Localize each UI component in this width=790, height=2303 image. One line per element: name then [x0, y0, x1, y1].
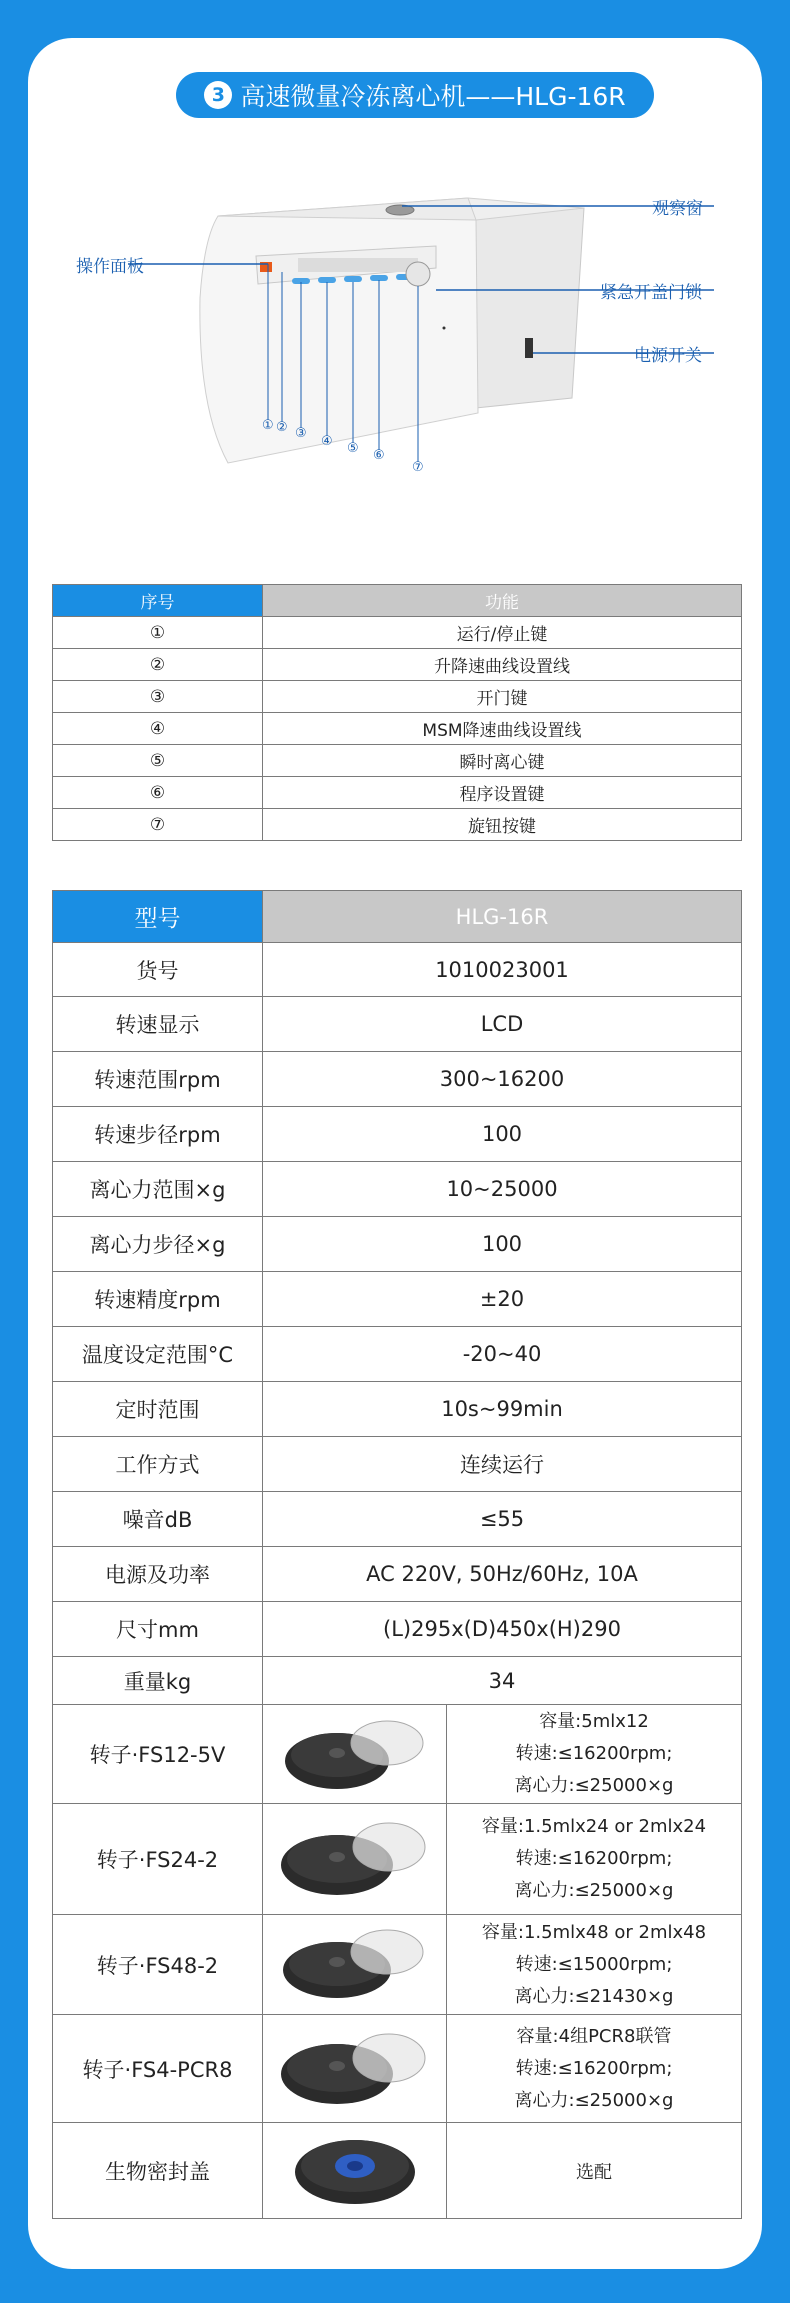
section-title-text: 高速微量冷冻离心机——HLG-16R — [240, 82, 626, 111]
row-index: ③ — [53, 681, 263, 713]
row-function: 升降速曲线设置线 — [263, 649, 742, 681]
rotor-speed: 转速:≤16200rpm; — [515, 2057, 673, 2079]
spec-value: (L)295x(D)450x(H)290 — [263, 1602, 742, 1657]
callout-emergency-lock: 紧急开盖门锁 — [600, 283, 702, 303]
spec-header-label: 型号 — [53, 891, 263, 943]
spec-row — [53, 1107, 742, 1162]
spec-row — [53, 1602, 742, 1657]
header-function: 功能 — [263, 585, 742, 617]
spec-label: 离心力步径×g — [53, 1217, 263, 1272]
spec-label: 温度设定范围°C — [53, 1327, 263, 1382]
rotor-force: 离心力:≤25000×g — [514, 1880, 674, 1901]
panel-number-1: ① — [262, 418, 274, 433]
rotor-label: 转子·FS4-PCR8 — [53, 2015, 263, 2123]
rotor-row — [53, 2015, 742, 2123]
spec-row — [53, 943, 742, 997]
panel-number-6: ⑥ — [373, 448, 385, 463]
spec-header-value: HLG-16R — [263, 891, 742, 943]
spec-label: 重量kg — [53, 1657, 263, 1705]
spec-row — [53, 1217, 742, 1272]
panel-number-3: ③ — [295, 426, 307, 441]
seal-value: 选配 — [447, 2123, 742, 2219]
spec-value: AC 220V, 50Hz/60Hz, 10A — [263, 1547, 742, 1602]
spec-value: -20~40 — [263, 1327, 742, 1382]
rotor-capacity: 容量:5mlx12 — [539, 1711, 649, 1732]
content-card — [28, 38, 762, 2269]
rotor-fs12-icon — [275, 1709, 435, 1795]
spec-label: 转速精度rpm — [53, 1272, 263, 1327]
spec-value: ≤55 — [263, 1492, 742, 1547]
row-index: ④ — [53, 713, 263, 745]
row-index: ⑤ — [53, 745, 263, 777]
spec-row — [53, 1547, 742, 1602]
rotor-force: 离心力:≤21430×g — [514, 1985, 674, 2007]
spec-label: 定时范围 — [53, 1382, 263, 1437]
bio-seal-lid-icon — [285, 2126, 425, 2210]
rotor-image — [263, 2015, 447, 2123]
spec-value: 1010023001 — [263, 943, 742, 997]
centrifuge-figure — [28, 148, 762, 618]
rotor-capacity: 容量:4组PCR8联管 — [516, 2025, 672, 2047]
row-index: ⑦ — [53, 809, 263, 841]
spec-value: 10~25000 — [263, 1162, 742, 1217]
spec-label: 电源及功率 — [53, 1547, 263, 1602]
spec-value: 连续运行 — [263, 1437, 742, 1492]
section-number-badge: 3 — [204, 81, 232, 109]
callout-control-panel: 操作面板 — [76, 257, 144, 277]
spec-value: 100 — [263, 1217, 742, 1272]
spec-row — [53, 1052, 742, 1107]
rotor-spec — [447, 1915, 742, 2015]
spec-label: 货号 — [53, 943, 263, 997]
spec-value: ±20 — [263, 1272, 742, 1327]
spec-row — [53, 997, 742, 1052]
spec-row — [53, 1382, 742, 1437]
rotor-speed: 转速:≤16200rpm; — [515, 1848, 673, 1869]
seal-label: 生物密封盖 — [53, 2123, 263, 2219]
panel-number-2: ② — [276, 420, 288, 435]
spec-value: 100 — [263, 1107, 742, 1162]
panel-number-7: ⑦ — [412, 460, 424, 475]
rotor-spec — [447, 1705, 742, 1804]
row-function: 瞬时离心键 — [263, 745, 742, 777]
spec-value: 10s~99min — [263, 1382, 742, 1437]
function-table — [52, 584, 742, 841]
header-index: 序号 — [53, 585, 263, 617]
spec-value: 34 — [263, 1657, 742, 1705]
rotor-label: 转子·FS48-2 — [53, 1915, 263, 2015]
section-title — [176, 72, 654, 118]
rotor-fs4-pcr8-icon — [275, 2020, 435, 2112]
table-row — [53, 809, 742, 841]
spec-label: 噪音dB — [53, 1492, 263, 1547]
spec-value: LCD — [263, 997, 742, 1052]
table-row — [53, 777, 742, 809]
rotor-image — [263, 1915, 447, 2015]
panel-number-5: ⑤ — [347, 441, 359, 456]
spec-header-row — [53, 891, 742, 943]
table-row — [53, 617, 742, 649]
rotor-capacity: 容量:1.5mlx24 or 2mlx24 — [481, 1816, 707, 1837]
seal-image — [263, 2123, 447, 2219]
spec-label: 离心力范围×g — [53, 1162, 263, 1217]
spec-row — [53, 1492, 742, 1547]
table-header-row — [53, 585, 742, 617]
spec-row — [53, 1437, 742, 1492]
row-function: MSM降速曲线设置线 — [263, 713, 742, 745]
rotor-force: 离心力:≤25000×g — [514, 2089, 674, 2111]
panel-number-4: ④ — [321, 434, 333, 449]
table-row — [53, 745, 742, 777]
row-index: ② — [53, 649, 263, 681]
rotor-row — [53, 1915, 742, 2015]
rotor-label: 转子·FS24-2 — [53, 1804, 263, 1915]
row-function: 旋钮按键 — [263, 809, 742, 841]
rotor-fs24-icon — [275, 1809, 435, 1905]
rotor-row — [53, 1705, 742, 1804]
row-function: 程序设置键 — [263, 777, 742, 809]
rotor-force: 离心力:≤25000×g — [514, 1775, 674, 1796]
spec-label: 转速显示 — [53, 997, 263, 1052]
spec-label: 转速步径rpm — [53, 1107, 263, 1162]
rotor-speed: 转速:≤15000rpm; — [515, 1953, 673, 1975]
rotor-row — [53, 1804, 742, 1915]
rotor-fs48-icon — [275, 1918, 435, 2006]
spec-label: 转速范围rpm — [53, 1052, 263, 1107]
callout-observation-window: 观察窗 — [652, 199, 703, 219]
rotor-speed: 转速:≤16200rpm; — [515, 1743, 673, 1764]
spec-label: 尺寸mm — [53, 1602, 263, 1657]
table-row — [53, 649, 742, 681]
spec-row — [53, 1162, 742, 1217]
table-row — [53, 681, 742, 713]
spec-row — [53, 1657, 742, 1705]
spec-value: 300~16200 — [263, 1052, 742, 1107]
row-index: ① — [53, 617, 263, 649]
rotor-image — [263, 1705, 447, 1804]
row-function: 开门键 — [263, 681, 742, 713]
spec-row — [53, 1272, 742, 1327]
rotor-image — [263, 1804, 447, 1915]
rotor-label: 转子·FS12-5V — [53, 1705, 263, 1804]
callout-power-switch: 电源开关 — [634, 346, 702, 366]
row-function: 运行/停止键 — [263, 617, 742, 649]
spec-label: 工作方式 — [53, 1437, 263, 1492]
seal-row — [53, 2123, 742, 2219]
row-index: ⑥ — [53, 777, 263, 809]
rotor-spec — [447, 1804, 742, 1915]
rotor-spec — [447, 2015, 742, 2123]
rotor-capacity: 容量:1.5mlx48 or 2mlx48 — [481, 1921, 707, 1943]
spec-row — [53, 1327, 742, 1382]
table-row — [53, 713, 742, 745]
spec-table — [52, 890, 742, 2219]
